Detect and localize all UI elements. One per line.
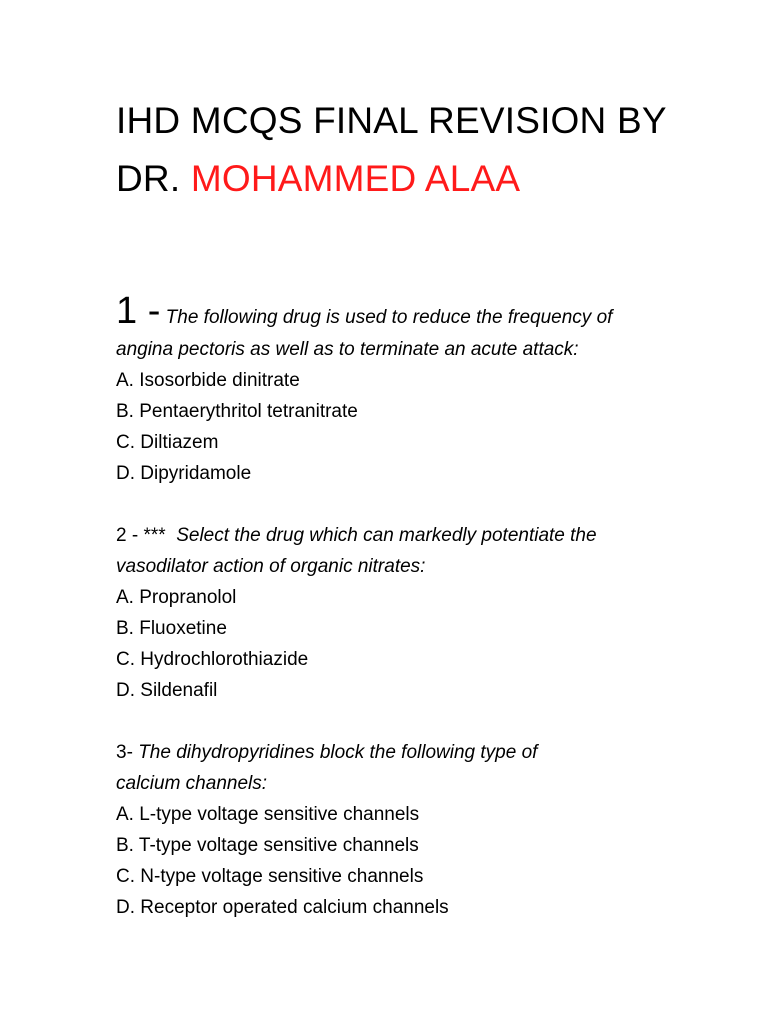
question-1-stem-part-2: angina pectoris as well as to terminate an acute attack:: [116, 339, 579, 360]
document-title: [116, 92, 716, 208]
question-3-stem-part-1: The dihydropyridines block the following type of: [138, 742, 538, 763]
question-3-option-b: B. T-type voltage sensitive channels: [116, 835, 419, 856]
question-2-option-b: B. Fluoxetine: [116, 618, 227, 639]
question-2-stem-part-1: Select the drug which can markedly potentiate the: [176, 525, 597, 546]
question-2: [116, 520, 716, 706]
document-page: [116, 92, 716, 923]
question-3: [116, 737, 716, 923]
question-2-option-d: D. Sildenafil: [116, 680, 218, 701]
question-3-first-line: [116, 737, 716, 768]
question-3-option-d: D. Receptor operated calcium channels: [116, 897, 449, 918]
question-2-stem-part-2: vasodilator action of organic nitrates:: [116, 556, 426, 577]
question-3-number: 3-: [116, 742, 133, 763]
question-1-first-line: [116, 288, 716, 334]
title-prefix: DR.: [116, 158, 191, 199]
question-2-option-a: A. Propranolol: [116, 587, 237, 608]
question-2-first-line: [116, 520, 716, 551]
question-2-option-c: C. Hydrochlorothiazide: [116, 649, 309, 670]
question-3-option-a: A. L-type voltage sensitive channels: [116, 804, 420, 825]
question-1-option-b: B. Pentaerythritol tetranitrate: [116, 401, 358, 422]
question-3-option-c: C. N-type voltage sensitive channels: [116, 866, 424, 887]
question-1: [116, 288, 716, 489]
question-1-number: 1 -: [116, 290, 161, 332]
question-1-option-d: D. Dipyridamole: [116, 463, 252, 484]
question-1-option-a: A. Isosorbide dinitrate: [116, 370, 300, 391]
question-1-option-c: C. Diltiazem: [116, 432, 219, 453]
question-3-stem-part-2: calcium channels:: [116, 773, 268, 794]
title-line-1: IHD MCQS FINAL REVISION BY: [116, 100, 667, 141]
question-2-number: 2 - ***: [116, 525, 166, 546]
question-1-stem-part-1: The following drug is used to reduce the frequency of: [165, 307, 613, 328]
author-name: MOHAMMED ALAA: [190, 158, 521, 199]
